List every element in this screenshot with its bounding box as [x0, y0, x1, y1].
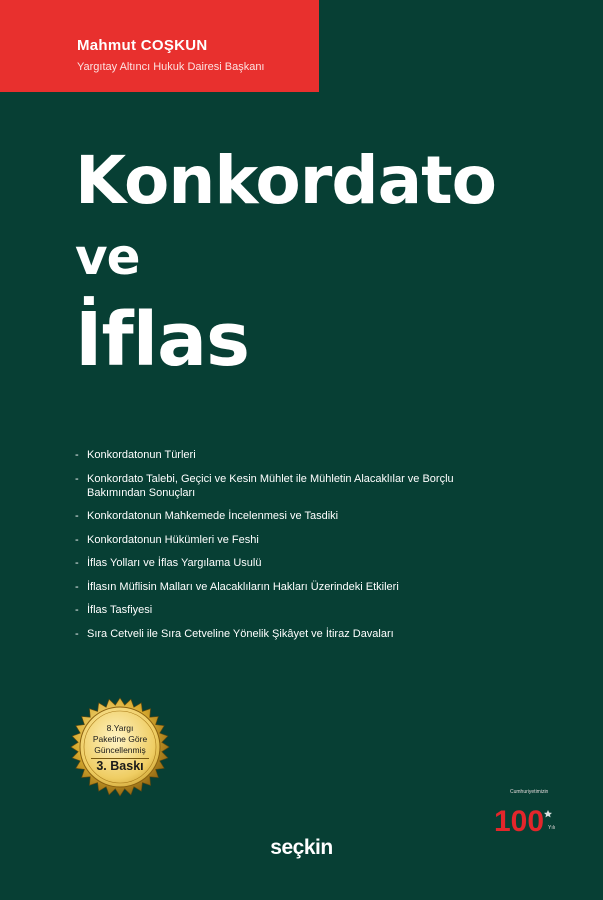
author-role: Yargıtay Altıncı Hukuk Dairesi Başkanı: [77, 61, 265, 73]
anniversary-year-label: Yılı: [548, 825, 556, 831]
edition-badge: [70, 697, 170, 797]
topic-item: - Konkordatonun Türleri: [74, 448, 474, 462]
badge-text-line: Paketine Göre: [92, 733, 148, 744]
anniversary-number: 100: [494, 805, 545, 838]
badge-text-line: Güncellenmiş: [94, 744, 146, 755]
book-title-line-3: İflas: [75, 297, 250, 383]
topic-item: - Konkordatonun Hükümleri ve Feshi: [74, 533, 474, 547]
book-title-line-1: Konkordato: [75, 142, 496, 219]
topic-list: [74, 448, 474, 650]
topic-item: - İflas Tasfiyesi: [74, 603, 474, 617]
topic-item: - İflasın Müflisin Malları ve Alacaklıların Hakları Üzerindeki Etkileri: [74, 580, 474, 594]
book-title-line-2: ve: [75, 228, 140, 286]
topic-item: - Konkordatonun Mahkemede İncelenmesi ve Tasdiki: [74, 509, 474, 523]
republic-100-logo: [494, 786, 566, 838]
publisher-logo: seçkin: [270, 836, 333, 859]
badge-edition: 3. Baskı: [91, 758, 149, 772]
topic-item: - Sıra Cetveli ile Sıra Cetveline Yönelik Şikâyet ve İtiraz Davaları: [74, 627, 474, 641]
anniversary-caption: Cumhuriyetimizin: [510, 789, 549, 795]
author-name: Mahmut COŞKUN: [77, 37, 208, 54]
badge-text-line: 8.Yargı: [106, 722, 134, 733]
topic-item: - İflas Yolları ve İflas Yargılama Usulü: [74, 556, 474, 570]
topic-item: - Konkordato Talebi, Geçici ve Kesin Mühlet ile Mühletin Alacaklılar ve Borçlu Bakımından Sonuçları: [74, 472, 474, 500]
author-box: [0, 0, 319, 92]
